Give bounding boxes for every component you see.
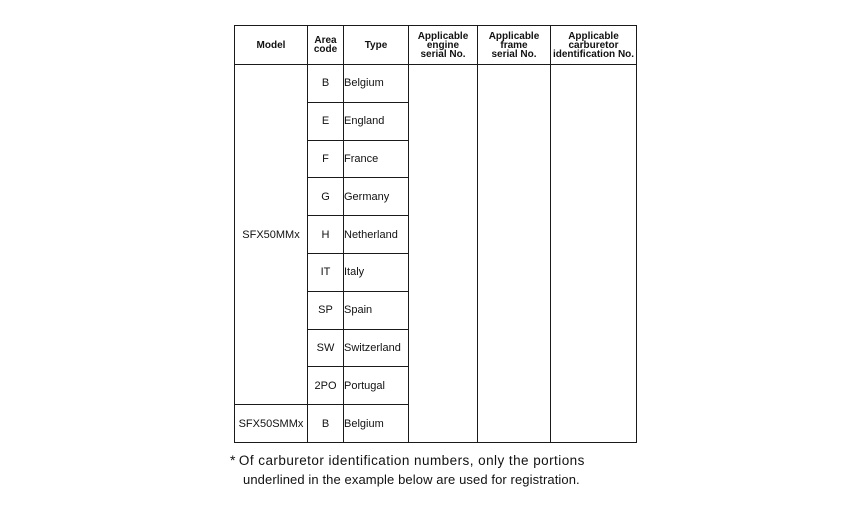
header-engine-serial: Applicable engine serial No. <box>409 26 478 65</box>
area-code-cell: E <box>308 102 344 140</box>
area-code-cell: G <box>308 178 344 216</box>
type-cell: France <box>344 140 409 178</box>
type-cell: Belgium <box>344 405 409 443</box>
area-code-cell: SP <box>308 291 344 329</box>
carburetor-id-cell <box>551 65 637 443</box>
area-code-cell: IT <box>308 253 344 291</box>
area-code-cell: F <box>308 140 344 178</box>
type-cell: Germany <box>344 178 409 216</box>
type-cell: Portugal <box>344 367 409 405</box>
area-code-cell: B <box>308 65 344 103</box>
header-model: Model <box>235 26 308 65</box>
type-cell: Switzerland <box>344 329 409 367</box>
header-carburetor-id: Applicable carburetor identification No. <box>551 26 637 65</box>
area-code-cell: SW <box>308 329 344 367</box>
type-cell: Spain <box>344 291 409 329</box>
footnote-line-1: * Of carburetor identification numbers, only the portions <box>230 452 585 468</box>
asterisk-icon: * <box>230 452 236 468</box>
table-header-row <box>235 26 637 65</box>
model-cell: SFX50SMMx <box>235 405 308 443</box>
engine-serial-cell <box>409 65 478 443</box>
header-area-code: Area code <box>308 26 344 65</box>
type-cell: Italy <box>344 253 409 291</box>
footnote-line-2: underlined in the example below are used for registration. <box>243 472 580 487</box>
registration-table <box>234 25 637 443</box>
area-code-cell: 2PO <box>308 367 344 405</box>
type-cell: England <box>344 102 409 140</box>
type-cell: Netherland <box>344 216 409 254</box>
frame-serial-cell <box>478 65 551 443</box>
area-code-cell: B <box>308 405 344 443</box>
type-cell: Belgium <box>344 65 409 103</box>
model-cell: SFX50MMx <box>235 65 308 405</box>
area-code-cell: H <box>308 216 344 254</box>
header-type: Type <box>344 26 409 65</box>
table-row <box>235 65 637 103</box>
header-frame-serial: Applicable frame serial No. <box>478 26 551 65</box>
